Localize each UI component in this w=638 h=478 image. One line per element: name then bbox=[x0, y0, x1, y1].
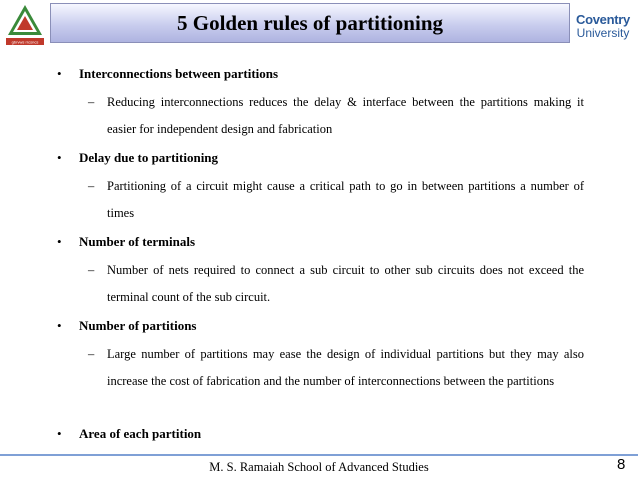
bullet-title-5: Area of each partition bbox=[79, 426, 202, 441]
dash-icon: – bbox=[88, 95, 95, 109]
sub-item-4 bbox=[88, 341, 584, 395]
dash-icon: – bbox=[88, 179, 95, 193]
bullet-title-1: Interconnections between partitions bbox=[79, 66, 279, 81]
page-number: 8 bbox=[617, 456, 626, 473]
sub-text-2: Partitioning of a circuit might cause a critical path to go in between partitions a number of times bbox=[107, 179, 584, 220]
sub-item-1 bbox=[88, 89, 584, 143]
dash-icon: – bbox=[88, 347, 95, 361]
msr-logo-caption: gbrvws rrcsncs bbox=[11, 39, 39, 45]
dash-icon: – bbox=[88, 263, 95, 277]
bullet-title-4: Number of partitions bbox=[79, 318, 197, 333]
sub-text-3: Number of nets required to connect a sub circuit to other sub circuits does not exceed the terminal count of the sub circuit. bbox=[107, 263, 584, 304]
coventry-logo-bottom: University bbox=[576, 26, 630, 40]
sub-item-3 bbox=[88, 257, 584, 311]
slide-title: 5 Golden rules of partitioning bbox=[176, 10, 444, 35]
sub-text-4: Large number of partitions may ease the design of individual partitions but they may also increase the cost of fabrication and the number of interconnections between the partitions bbox=[107, 347, 584, 388]
bullet-title-2: Delay due to partitioning bbox=[79, 150, 219, 165]
coventry-logo-top: Coventry bbox=[576, 12, 630, 27]
bullet-icon: • bbox=[57, 66, 62, 81]
sub-text-1: Reducing interconnections reduces the delay & interface between the partitions making it easier for independent design and fabrication bbox=[107, 95, 584, 136]
sub-item-2 bbox=[88, 173, 584, 227]
footer-divider bbox=[0, 454, 638, 456]
bullet-title-3: Number of terminals bbox=[79, 234, 196, 249]
bullet-icon: • bbox=[57, 426, 62, 441]
footer-institution: M. S. Ramaiah School of Advanced Studies bbox=[209, 460, 429, 474]
bullet-icon: • bbox=[57, 318, 62, 333]
bullet-icon: • bbox=[57, 150, 62, 165]
bullet-icon: • bbox=[57, 234, 62, 249]
